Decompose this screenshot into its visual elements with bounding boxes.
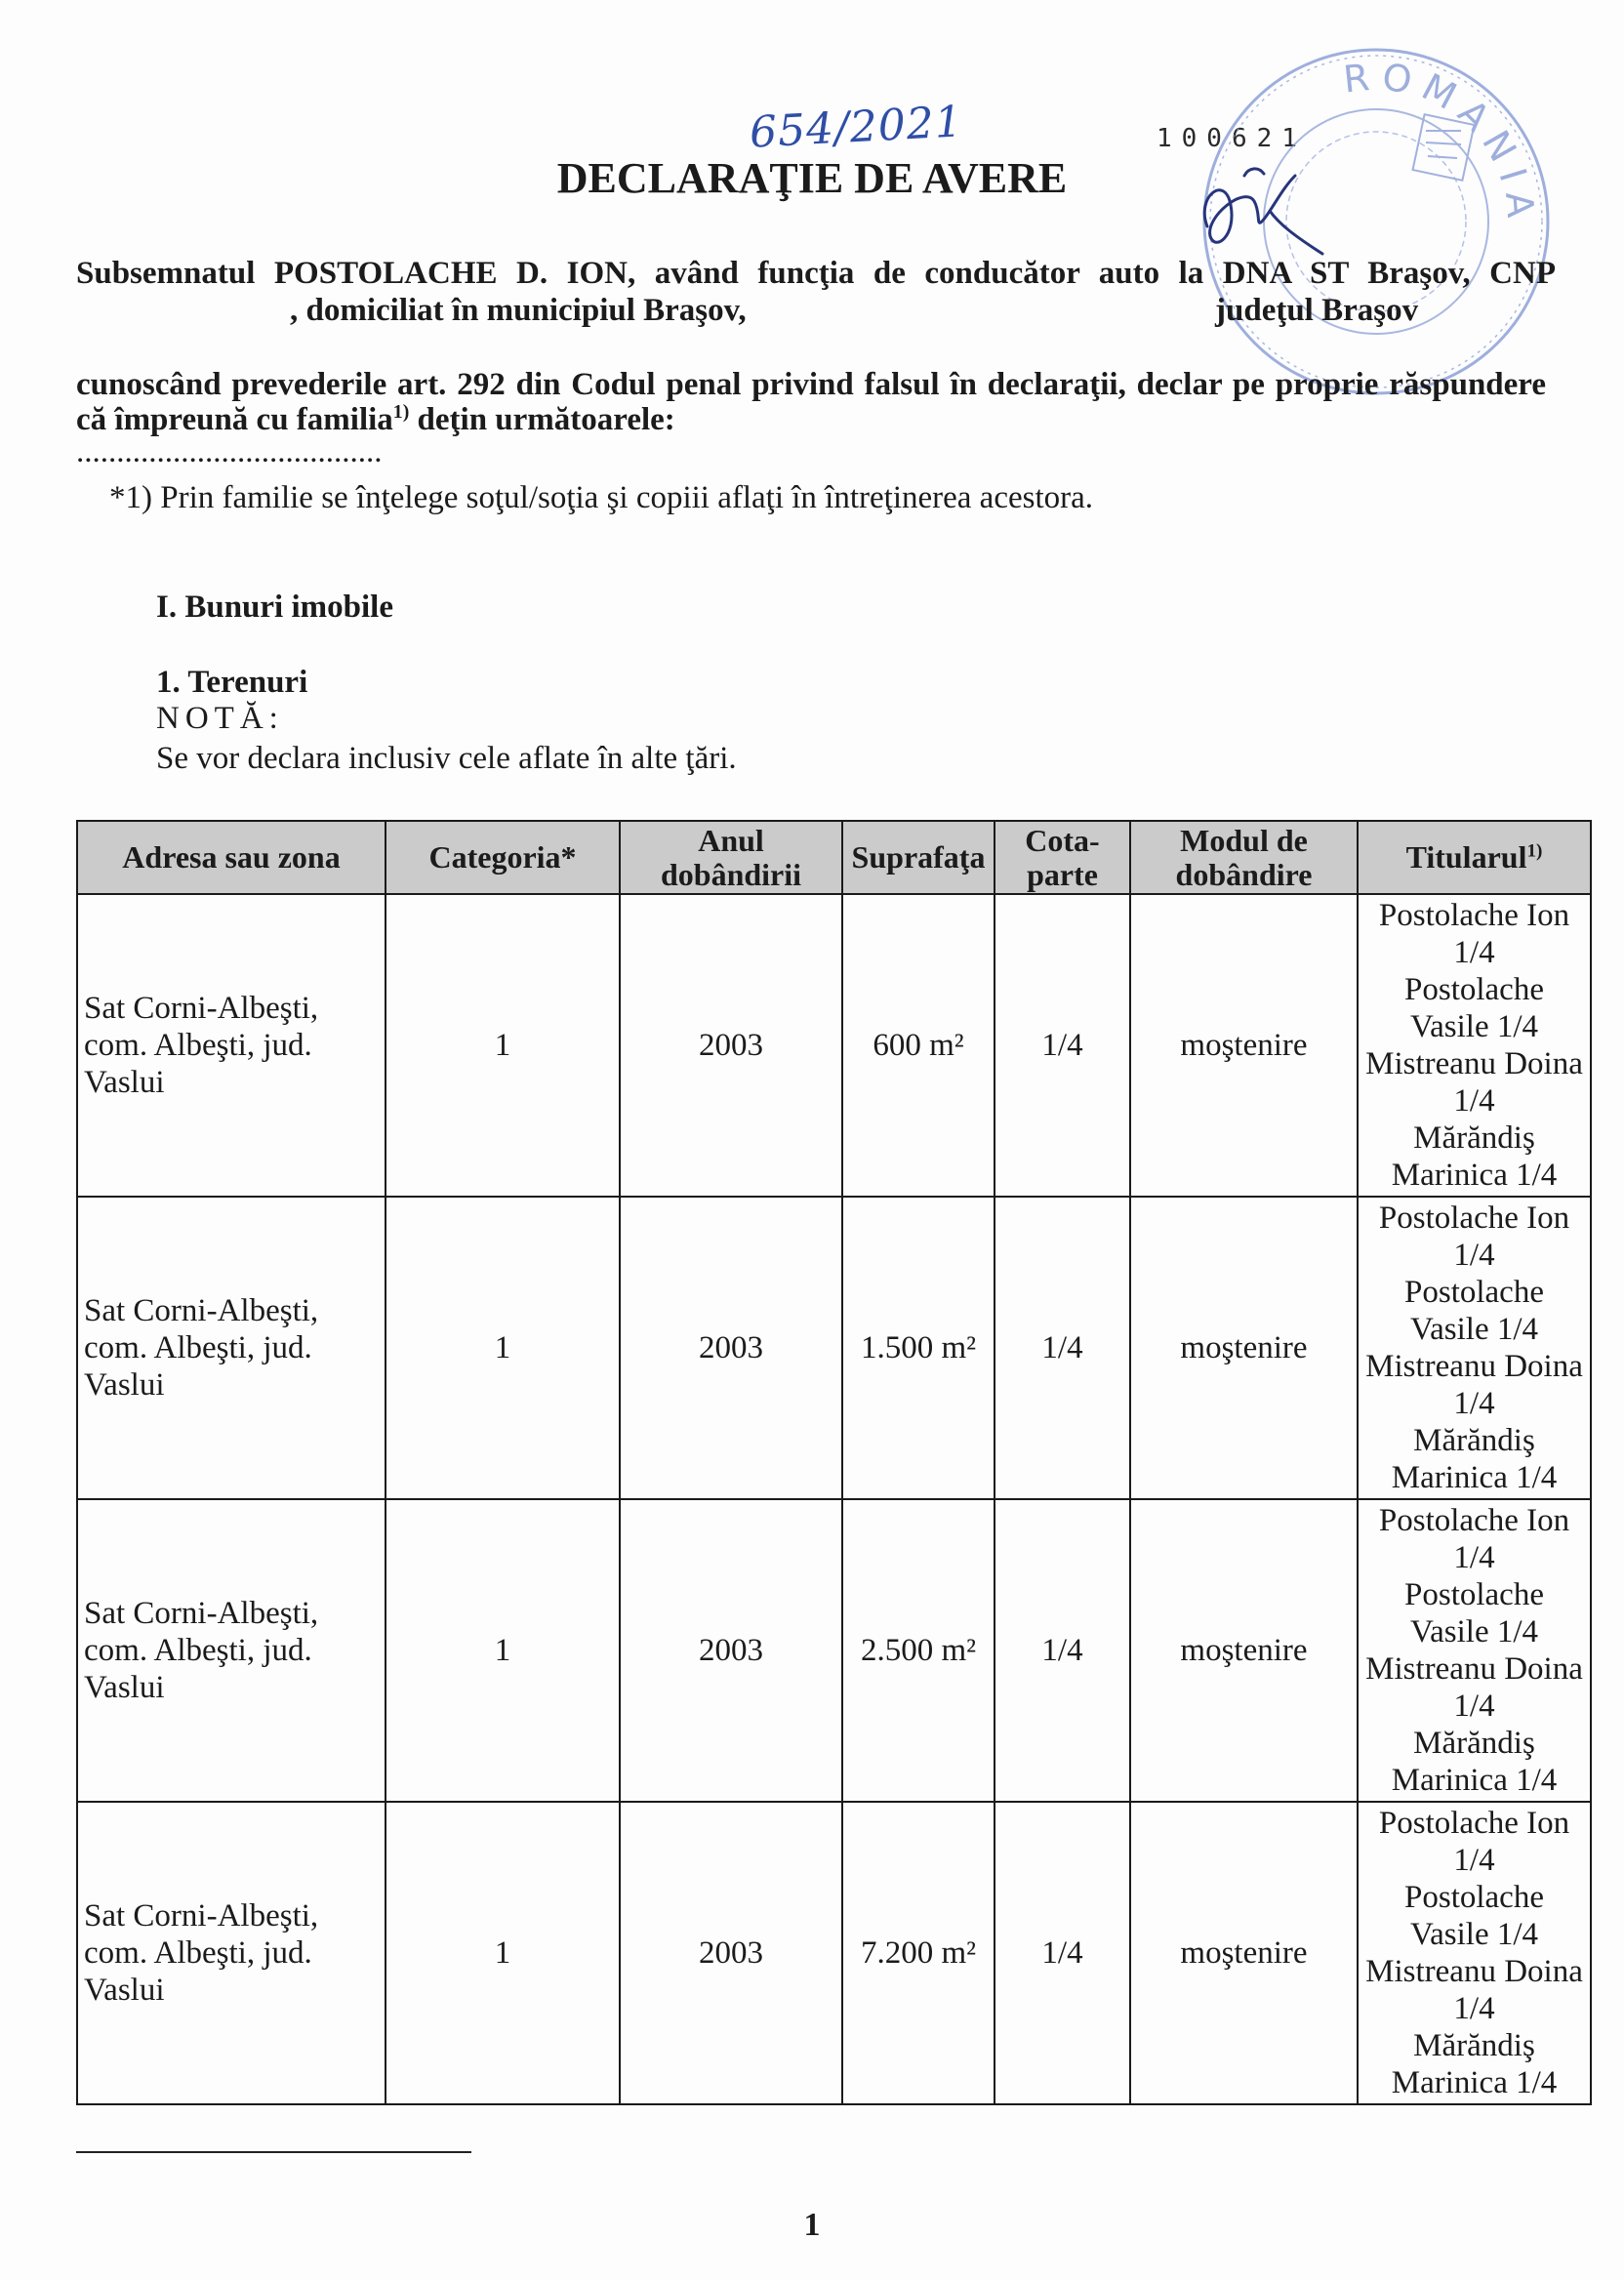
- intro-line-2-residence: , domiciliat în municipiul Braşov,: [290, 293, 747, 328]
- category-cell: 1: [386, 1197, 620, 1499]
- registry-stamp-number: 100621: [1157, 124, 1307, 153]
- year-cell: 2003: [620, 894, 842, 1197]
- statement-line-2-end: deţin următoarele:: [417, 402, 675, 437]
- seal-lettering: ROMANIA: [1341, 55, 1543, 229]
- page-number: 1: [803, 2207, 821, 2243]
- owner-entry: Mistreanu Doina 1/4: [1365, 1046, 1583, 1119]
- subsection-title: 1. Terenuri: [156, 665, 308, 700]
- owner-entry: Postolache Vasile 1/4: [1404, 1577, 1544, 1649]
- acquisition-cell: moştenire: [1130, 1197, 1358, 1499]
- year-cell: 2003: [620, 1197, 842, 1499]
- table-header-row: [77, 821, 1591, 894]
- intro-line-2-county: judeţul Braşov: [1215, 293, 1419, 328]
- category-cell: 1: [386, 894, 620, 1197]
- header-owner-label: Titularul: [1405, 839, 1527, 875]
- header-owner: [1358, 821, 1591, 894]
- address-cell: Sat Corni-Albeşti, com. Albeşti, jud. Vaslui: [77, 894, 386, 1197]
- share-cell: 1/4: [995, 1197, 1130, 1499]
- note-label: NOTĂ:: [156, 701, 284, 736]
- year-cell: 2003: [620, 1802, 842, 2104]
- dotted-separator: ......................................: [76, 434, 383, 469]
- header-acquisition: Modul de dobândire: [1130, 821, 1358, 894]
- table-row: [77, 894, 1591, 1197]
- header-share: Cota-parte: [995, 821, 1130, 894]
- address-cell: Sat Corni-Albeşti, com. Albeşti, jud. Vaslui: [77, 1499, 386, 1802]
- section-title: I. Bunuri imobile: [156, 590, 393, 625]
- owner-entry: Mărăndiş Marinica 1/4: [1391, 1423, 1558, 1495]
- owner-entry: Postolache Vasile 1/4: [1404, 1880, 1544, 1952]
- acquisition-cell: moştenire: [1130, 1802, 1358, 2104]
- header-year: [620, 821, 842, 894]
- owner-entry: Mistreanu Doina 1/4: [1365, 1349, 1583, 1421]
- share-cell: 1/4: [995, 1499, 1130, 1802]
- owner-entry: Mărăndiş Marinica 1/4: [1391, 1120, 1558, 1193]
- header-area: Suprafaţa: [842, 821, 995, 894]
- owner-entry: Postolache Vasile 1/4: [1404, 1275, 1544, 1347]
- family-footnote: *1) Prin familie se înţelege soţul/soţia şi copiii aflaţi în întreţinerea acestora.: [109, 480, 1094, 515]
- owner-entry: Postolache Ion 1/4: [1378, 1503, 1570, 1575]
- statement-line-1: cunoscând prevederile art. 292 din Codul penal privind falsul în declaraţii, declar pe proprie răspundere: [76, 367, 1546, 402]
- address-cell: Sat Corni-Albeşti, com. Albeşti, jud. Vaslui: [77, 1802, 386, 2104]
- owner-entry: Mistreanu Doina 1/4: [1365, 1651, 1583, 1724]
- footnote-marker: 1): [392, 401, 410, 423]
- document-title: DECLARAŢIE DE AVERE: [556, 154, 1068, 202]
- land-table: [76, 820, 1592, 2105]
- address-cell: Sat Corni-Albeşti, com. Albeşti, jud. Vaslui: [77, 1197, 386, 1499]
- area-cell: 1.500 m²: [842, 1197, 995, 1499]
- category-cell: 1: [386, 1499, 620, 1802]
- acquisition-cell: moştenire: [1130, 1499, 1358, 1802]
- owner-entry: Mărăndiş Marinica 1/4: [1391, 2028, 1558, 2100]
- footnote-separator-line: [76, 2151, 471, 2153]
- owner-entry: Postolache Vasile 1/4: [1404, 972, 1544, 1044]
- share-cell: 1/4: [995, 1802, 1130, 2104]
- owner-entry: Postolache Ion 1/4: [1378, 898, 1570, 970]
- table-row: [77, 1197, 1591, 1499]
- acquisition-cell: moştenire: [1130, 894, 1358, 1197]
- owner-entry: Mistreanu Doina 1/4: [1365, 1954, 1583, 2026]
- owner-entry: Mărăndiş Marinica 1/4: [1391, 1726, 1558, 1798]
- handwritten-registration-number: 654/2021: [748, 97, 964, 158]
- year-cell: 2003: [620, 1499, 842, 1802]
- area-cell: 2.500 m²: [842, 1499, 995, 1802]
- owners-cell: [1358, 1197, 1591, 1499]
- header-address: Adresa sau zona: [77, 821, 386, 894]
- table-row: [77, 1499, 1591, 1802]
- note-text: Se vor declara inclusiv cele aflate în alte ţări.: [156, 741, 737, 776]
- share-cell: 1/4: [995, 894, 1130, 1197]
- owners-cell: [1358, 1802, 1591, 2104]
- statement-line-2-text: că împreună cu familia: [76, 402, 393, 437]
- header-owner-footnote-marker: 1): [1526, 840, 1543, 862]
- owners-cell: [1358, 894, 1591, 1197]
- area-cell: 600 m²: [842, 894, 995, 1197]
- owners-cell: [1358, 1499, 1591, 1802]
- owner-entry: Postolache Ion 1/4: [1378, 1201, 1570, 1273]
- header-year-label: Anul dobândirii: [660, 822, 802, 892]
- intro-line-1: Subsemnatul POSTOLACHE D. ION, având funcţia de conducător auto la DNA ST Braşov, CNP: [76, 256, 1556, 291]
- table-row: [77, 1802, 1591, 2104]
- category-cell: 1: [386, 1802, 620, 2104]
- header-category: Categoria*: [386, 821, 620, 894]
- owner-entry: Postolache Ion 1/4: [1378, 1806, 1570, 1878]
- area-cell: 7.200 m²: [842, 1802, 995, 2104]
